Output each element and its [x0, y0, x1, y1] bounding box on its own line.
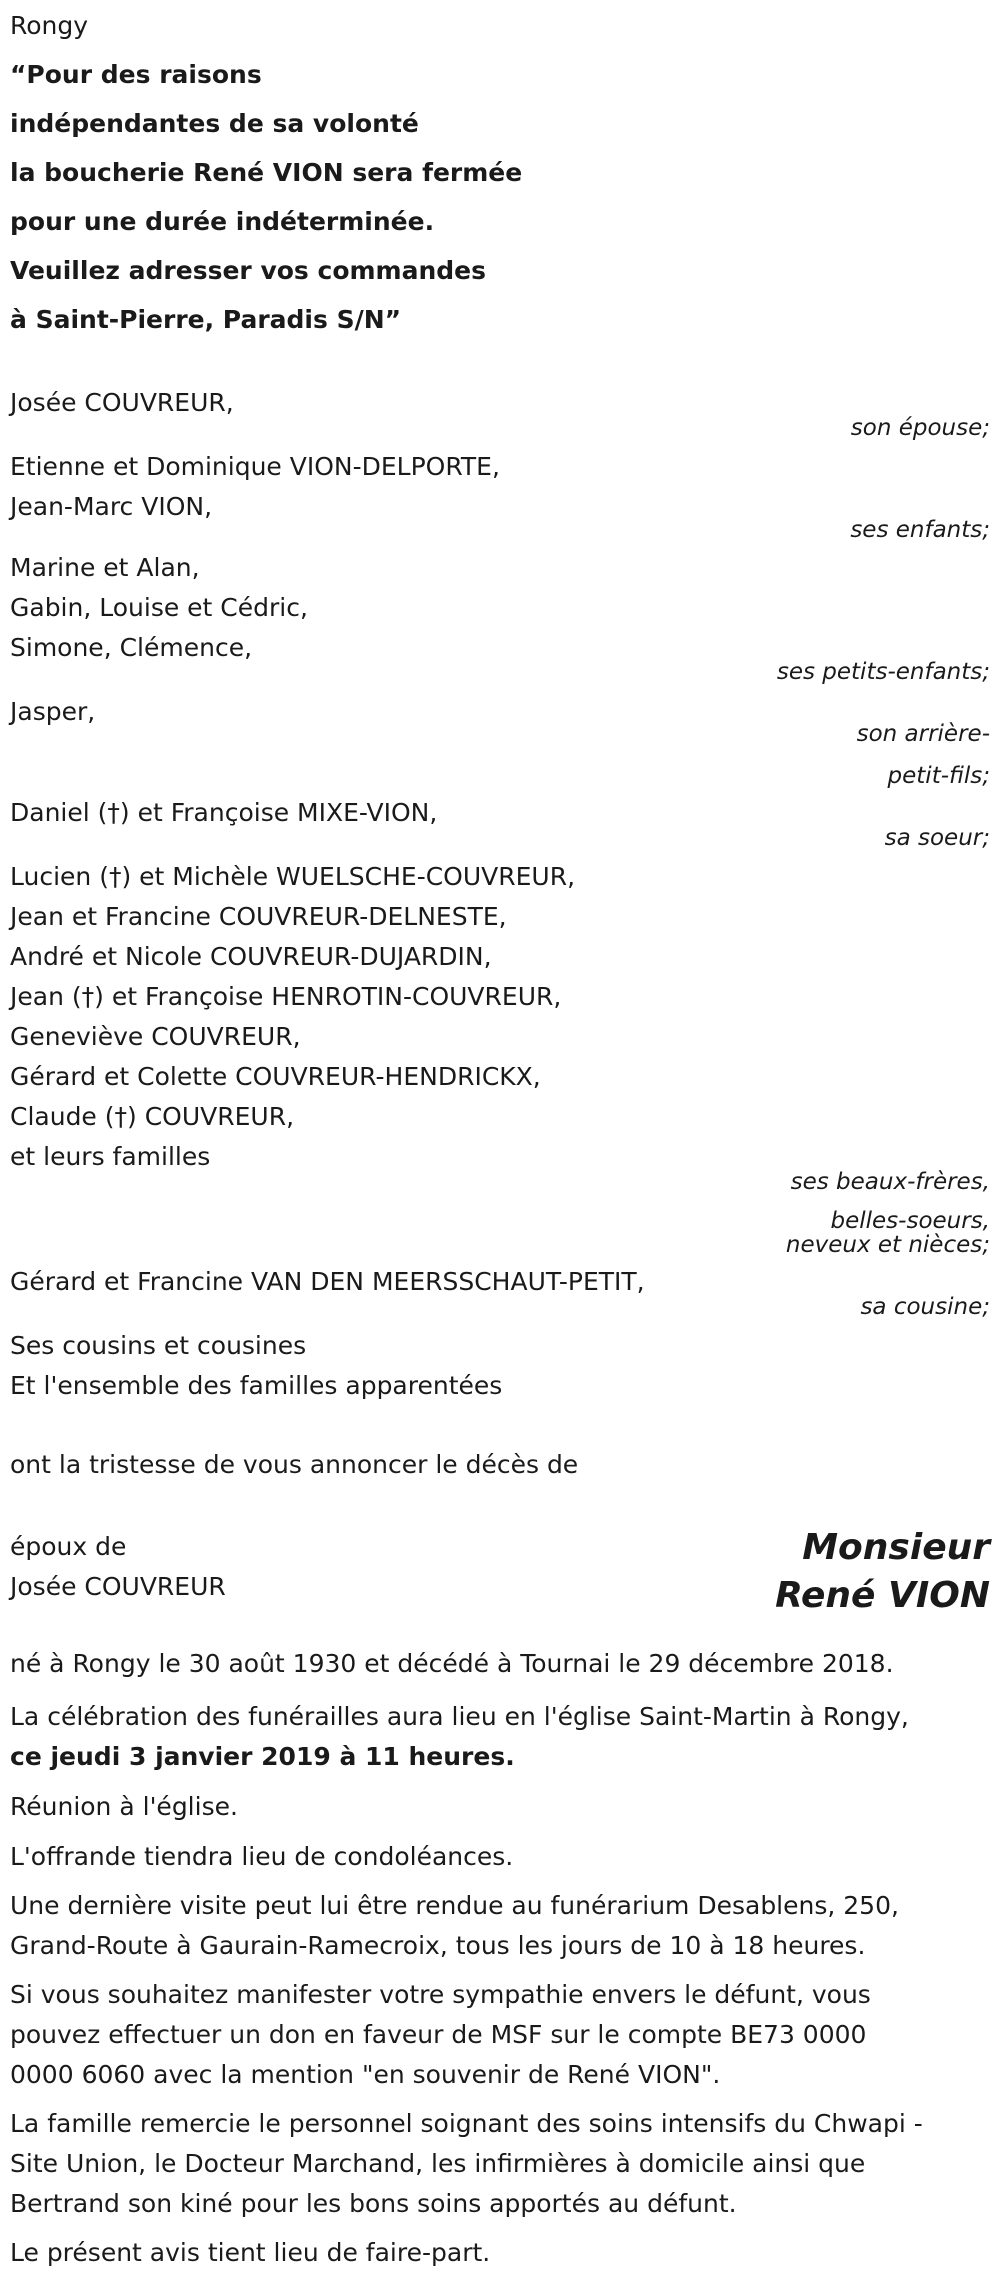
announcement: ont la tristesse de vous annoncer le décès de [10, 1450, 579, 1479]
birth-death-line: né à Rongy le 30 août 1930 et décédé à Tournai le 29 décembre 2018. [10, 1649, 894, 1678]
donation-line: Si vous souhaitez manifester votre sympathie envers le défunt, vous [10, 1980, 871, 2009]
in-laws-role: belles-soeurs, [830, 1208, 990, 1234]
notice-line: la boucherie René VION sera fermée [10, 158, 523, 187]
cousin-role: sa cousine; [860, 1294, 990, 1320]
spouse-role: son épouse; [850, 415, 990, 441]
deceased-title: Monsieur [802, 1527, 990, 1568]
visit-line: Une dernière visite peut lui être rendue au funérarium Desablens, 250, [10, 1891, 899, 1920]
spouse-of-line: Josée COUVREUR [10, 1572, 226, 1601]
notice-line: Veuillez adresser vos commandes [10, 256, 487, 285]
deceased-name: René VION [775, 1575, 990, 1616]
donation-line: pouvez effectuer un don en faveur de MSF sur le compte BE73 0000 [10, 2020, 867, 2049]
great-grandchild-name: Jasper, [10, 697, 96, 726]
visit-line: Grand-Route à Gaurain-Ramecroix, tous les jours de 10 à 18 heures. [10, 1931, 866, 1960]
place-name: Rongy [10, 11, 89, 40]
in-laws-role: neveux et nièces; [785, 1232, 990, 1258]
grandchild-name: Simone, Clémence, [10, 633, 253, 662]
funeral-line: La célébration des funérailles aura lieu en l'église Saint-Martin à Rongy, [10, 1702, 909, 1731]
spouse-name: Josée COUVREUR, [10, 388, 234, 417]
grandchildren-role: ses petits-enfants; [776, 659, 990, 685]
sister-role: sa soeur; [884, 825, 990, 851]
child-name: Etienne et Dominique VION-DELPORTE, [10, 452, 500, 481]
in-law-name: Gérard et Colette COUVREUR-HENDRICKX, [10, 1062, 541, 1091]
thanks-line: Bertrand son kiné pour les bons soins apportés au défunt. [10, 2189, 737, 2218]
spouse-of-line: époux de [10, 1532, 127, 1561]
in-law-name: Claude (†) COUVREUR, [10, 1102, 295, 1131]
in-law-name: Lucien (†) et Michèle WUELSCHE-COUVREUR, [10, 862, 576, 891]
in-law-name: Geneviève COUVREUR, [10, 1022, 301, 1051]
closing-line: Le présent avis tient lieu de faire-part. [10, 2238, 491, 2267]
great-grandchild-role: petit-fils; [887, 763, 990, 789]
grandchild-name: Gabin, Louise et Cédric, [10, 593, 308, 622]
in-law-name: André et Nicole COUVREUR-DUJARDIN, [10, 942, 492, 971]
in-law-name: et leurs familles [10, 1142, 211, 1171]
notice-line: indépendantes de sa volonté [10, 109, 419, 138]
notice-line: à Saint-Pierre, Paradis S/N” [10, 305, 402, 334]
thanks-line: La famille remercie le personnel soignant des soins intensifs du Chwapi - [10, 2109, 923, 2138]
notice-line: pour une durée indéterminée. [10, 207, 435, 236]
in-law-name: Jean et Francine COUVREUR-DELNESTE, [10, 902, 507, 931]
relatives-line: Et l'ensemble des familles apparentées [10, 1371, 503, 1400]
thanks-line: Site Union, le Docteur Marchand, les infirmières à domicile ainsi que [10, 2149, 866, 2178]
cousin-name: Gérard et Francine VAN DEN MEERSSCHAUT-PETIT, [10, 1267, 645, 1296]
sister-name: Daniel (†) et Françoise MIXE-VION, [10, 798, 438, 827]
relatives-line: Ses cousins et cousines [10, 1331, 307, 1360]
child-name: Jean-Marc VION, [10, 492, 213, 521]
meeting-line: Réunion à l'église. [10, 1792, 238, 1821]
in-laws-role: ses beaux-frères, [790, 1169, 990, 1195]
grandchild-name: Marine et Alan, [10, 553, 200, 582]
funeral-date: ce jeudi 3 janvier 2019 à 11 heures. [10, 1742, 515, 1771]
notice-line: “Pour des raisons [10, 60, 262, 89]
in-law-name: Jean (†) et Françoise HENROTIN-COUVREUR, [10, 982, 562, 1011]
children-role: ses enfants; [850, 517, 990, 543]
great-grandchild-role: son arrière- [856, 721, 990, 747]
donation-line: 0000 6060 avec la mention "en souvenir de René VION". [10, 2060, 721, 2089]
offering-line: L'offrande tiendra lieu de condoléances. [10, 1842, 514, 1871]
